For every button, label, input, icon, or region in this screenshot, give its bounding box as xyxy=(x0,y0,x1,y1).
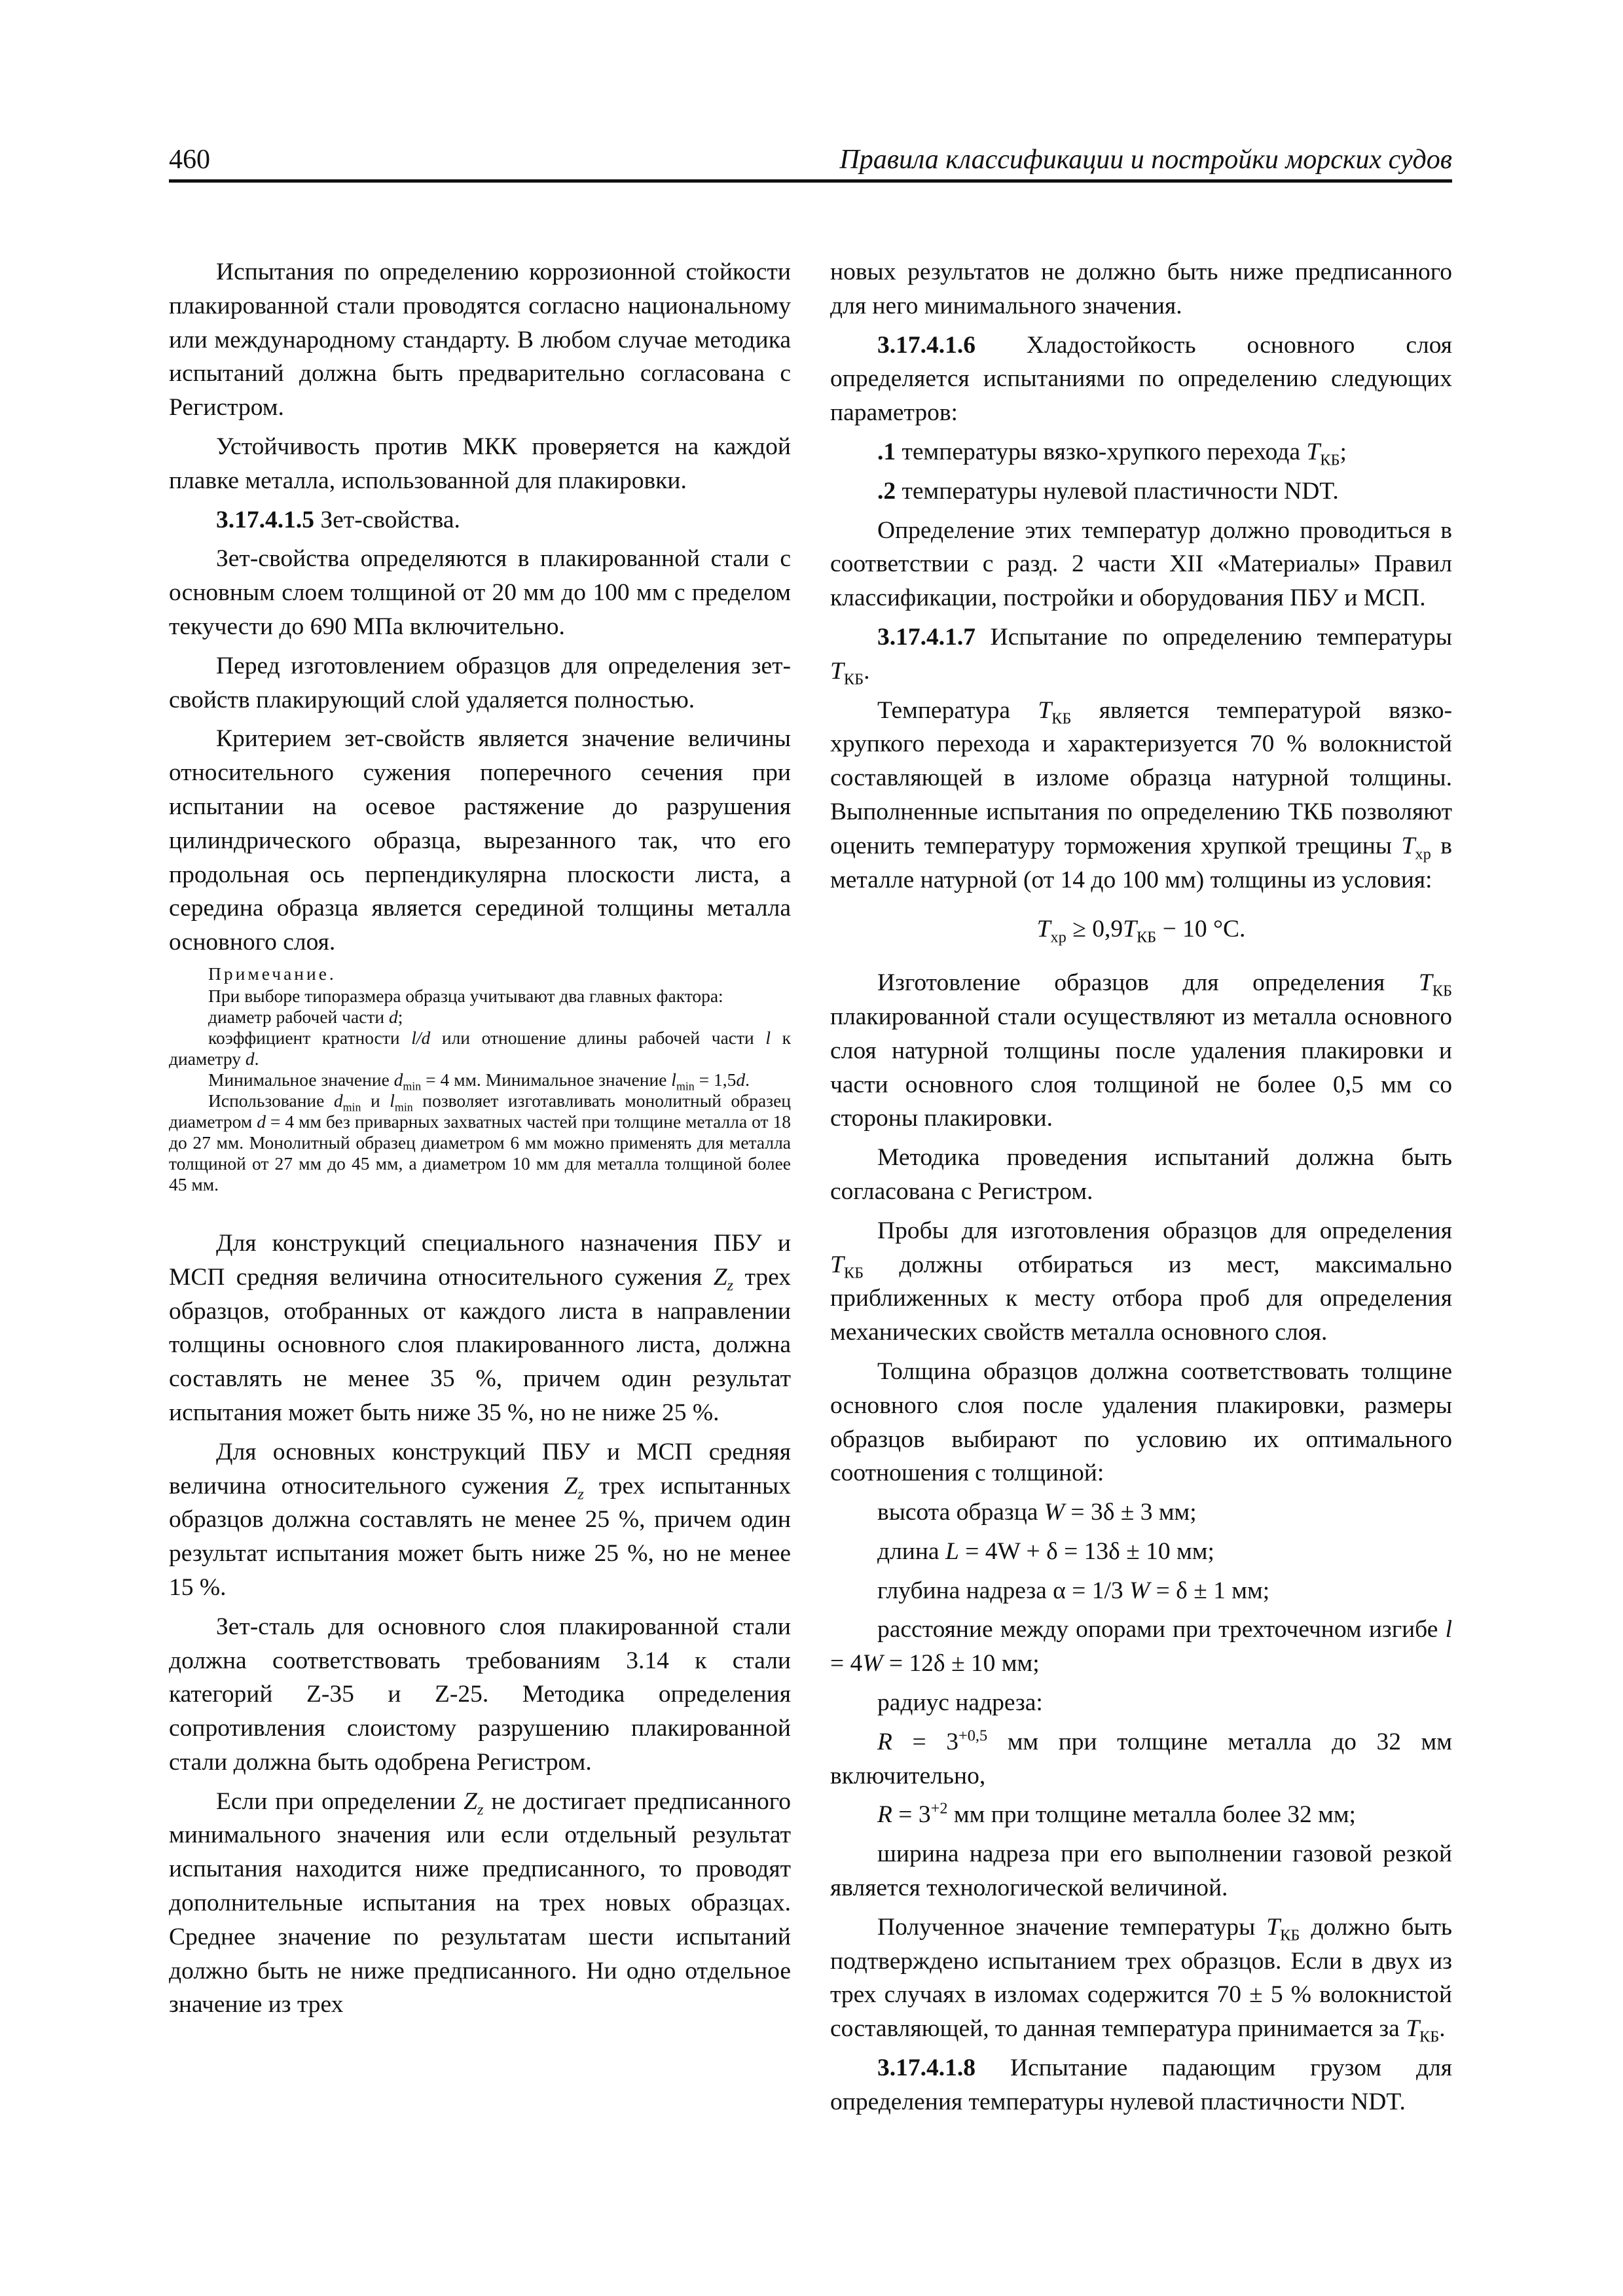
paragraph: Если при определении $Z_z$ не достигает предписанного минимального значения или если отдельный результат испытания находится ниже предписанного, то проводят дополнительные испытания на трех новых образцах. Среднее значение по результатам шести испытаний должно быть не ниже предписанного. Ни одно отдельное значение из трех xyxy=(169,1787,791,2018)
paragraph: Устойчивость против МКК проверяется на каждой плавке металла, использованной для плакировки. xyxy=(169,433,791,494)
formula: $T_{хр} \ge 0,9T_{КБ} - 10$ °C. xyxy=(1036,916,1246,946)
paragraph: Критерием зет-свойств является значение величины относительного сужения поперечного сечения при испытании на осевое растяжение до разрушения цилиндрического образца, вырезанного так, что его продольная ось перпендикулярна плоскости листа, а середина образца является серединой толщины металла основного слоя. xyxy=(169,725,791,956)
dimension-line: ширина надреза при его выполнении газовой резкой является технологической величиной. xyxy=(830,1840,1452,1902)
note-line: диаметр рабочей части d; xyxy=(208,1006,403,1027)
paragraph: Зет-сталь для основного слоя плакированной стали должна соответствовать требованиям 3.14 к стали категорий Z-35 и Z-25. Методика определения сопротивления слоистому разрушению плакированной стали должна быть одобрена Регистром. xyxy=(169,1613,791,1776)
page-number: 460 xyxy=(169,145,210,175)
list-item: .2 температуры нулевой пластичности NDT. xyxy=(877,477,1339,505)
header-rule xyxy=(169,179,1452,183)
section-number: 3.17.4.1.5 xyxy=(216,506,314,533)
note-line: коэффициент кратности l/d или отношение длины рабочей части l к диаметру d. xyxy=(169,1027,791,1069)
note-title: Примечание. xyxy=(208,963,337,984)
paragraph: Толщина образцов должна соответствовать толщине основного слоя после удаления плакировки, размеры образцов выбирают по условию их оптимального соотношения с толщиной: xyxy=(830,1357,1452,1487)
running-title: Правила классификации и постройки морских судов xyxy=(839,145,1452,175)
dimension-line: длина L = 4W + δ = 13δ ± 10 мм; xyxy=(877,1537,1214,1565)
paragraph: Температура $T_{КБ}$ является температурой вязко-хрупкого перехода и характеризуется 70 % волокнистой составляющей в изломе образца натурной толщины. Выполненные испытания по определению ТКБ позволяют оценить температуру торможения хрупкой трещины $T_{хр}$ в металле натурной (от 14 до 100 мм) толщины из условия: xyxy=(830,696,1452,893)
dimension-line: $R = 3^{+0,5}$ мм при толщине металла до 32 мм включительно, xyxy=(830,1727,1452,1789)
dimension-line: радиус надреза: xyxy=(877,1689,1043,1717)
dimension-line: глубина надреза α = 1/3 W = δ ± 1 мм; xyxy=(877,1577,1270,1604)
paragraph: Перед изготовлением образцов для определения зет-свойств плакирующий слой удаляется полностью. xyxy=(169,652,791,713)
note-line: Минимальное значение $d_{min} = 4$ мм. Минимальное значение $l_{min} = 1,5d$. xyxy=(208,1069,750,1093)
section-title: Зет-свойства. xyxy=(314,506,460,533)
dimension-line: $R = 3^{+2}$ мм при толщине металла более 32 мм; xyxy=(877,1799,1356,1829)
note-block xyxy=(169,963,791,1195)
paragraph: Пробы для изготовления образцов для определения $T_{КБ}$ должны отбираться из мест, максимально приближенных к месту отбора проб для определения механических свойств металла основного слоя. xyxy=(830,1217,1452,1346)
dimension-line: расстояние между опорами при трехточечном изгибе l = 4W = 12δ ± 10 мм; xyxy=(830,1616,1452,1677)
list-item: .1 температуры вязко-хрупкого перехода $T_{КБ}$; xyxy=(877,438,1347,469)
page-header xyxy=(169,137,1452,183)
paragraph: Для конструкций специального назначения ПБУ и МСП средняя величина относительного сужения $Z_z$ трех образцов, отобранных от каждого листа в направлении толщины основного слоя плакированного листа, должна составлять не менее 35 %, причем один результат испытания может быть ниже 35 %, но не ниже 25 %. xyxy=(169,1229,791,1426)
right-column xyxy=(830,255,1452,2125)
paragraph: Зет-свойства определяются в плакированной стали с основным слоем толщиной от 20 мм до 100 мм с пределом текучести до 690 МПа включительно. xyxy=(169,545,791,640)
paragraph: Определение этих температур должно проводиться в соответствии с разд. 2 части XII «Материалы» Правил классификации, постройки и оборудования ПБУ и МСП. xyxy=(830,516,1452,612)
note-line: При выборе типоразмера образца учитывают два главных фактора: xyxy=(208,985,723,1006)
paragraph: Полученное значение температуры $T_{КБ}$ должно быть подтверждено испытанием трех образцов. Если в двух из трех случаях в изломах содержится 70 ± 5 % волокнистой составляющей, то данная температура принимается за $T_{КБ}$. xyxy=(830,1913,1453,2046)
paragraph: Методика проведения испытаний должна быть согласована с Регистром. xyxy=(830,1144,1452,1205)
paragraph: новых результатов не должно быть ниже предписанного для него минимального значения. xyxy=(830,259,1452,319)
section-heading-3-17-4-1-8: 3.17.4.1.8 Испытание падающим грузом для определения температуры нулевой пластичности NDT. xyxy=(830,2054,1452,2115)
section-heading-3-17-4-1-5 xyxy=(169,503,791,537)
dimension-line: высота образца W = 3δ ± 3 мм; xyxy=(877,1499,1197,1526)
paragraph: Изготовление образцов для определения $T_{КБ}$ плакированной стали осуществляют из металла основного слоя натурной толщины после удаления плакировки и части основного слоя толщиной не более 0,5 мм со стороны плакировки. xyxy=(830,969,1452,1132)
section-heading-3-17-4-1-6: 3.17.4.1.6 Хладостойкость основного слоя определяется испытаниями по определению следующих параметров: xyxy=(830,331,1452,427)
paragraph: Для основных конструкций ПБУ и МСП средняя величина относительного сужения $Z_z$ трех испытанных образцов должна составлять не менее 25 %, причем один результат испытания может быть ниже 25 %, но не менее 15 %. xyxy=(169,1438,791,1601)
section-heading-3-17-4-1-7: 3.17.4.1.7 Испытание по определению температуры $T_{КБ}$. xyxy=(830,623,1452,689)
paragraph: Испытания по определению коррозионной стойкости плакированной стали проводятся согласно национальному или международному стандарту. В любом случае методика испытаний должна быть предварительно согласована с Регистром. xyxy=(169,259,791,422)
note-line: Использование $d_{min}$ и $l_{min}$ позволяет изготавливать монолитный образец диаметром d = 4 мм без приварных захватных частей при толщине металла от 18 до 27 мм. Монолитный образец диаметром 6 мм можно применять для металла толщиной от 27 мм до 45 мм, а диаметром 10 мм для металла толщиной более 45 мм. xyxy=(169,1090,792,1194)
left-column xyxy=(169,255,791,2027)
